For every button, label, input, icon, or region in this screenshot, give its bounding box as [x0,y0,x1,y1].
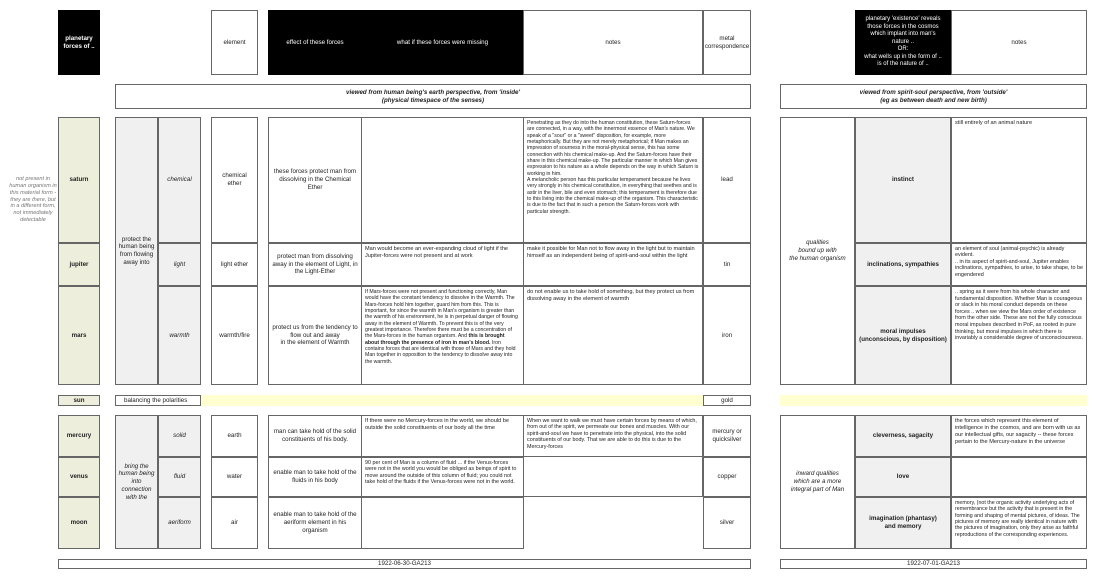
upper-qualities-label: qualities bound up with the human organism [780,117,855,385]
missing-mars-part-b: this is brought about through the presence of iron in man's blood. [365,333,505,346]
quality-saturn: instinct [855,117,951,243]
quality-mars: moral impulses (unconscious, by disposition) [855,286,951,385]
earth-perspective-sub: (physical timespace of the senses) [381,96,485,104]
sun-label: balancing the polarities [115,395,201,406]
quality-moon: imagination (phantasy) and memory [855,497,951,549]
spirit-perspective-title: viewed from spirit-soul perspective, from 'outside' [859,88,1008,96]
header-metal: metal correspondence [703,10,751,75]
effect-saturn: these forces protect man from dissolving in the Chemical Ether [268,117,362,243]
missing-mars [361,286,524,385]
substance-jupiter: light [158,243,201,286]
planet-mars: mars [58,286,100,385]
metal-sun: gold [703,395,751,406]
metal-mars: iron [703,286,751,385]
effect-moon: enable man to take hold of the aeriform element in his organism [268,497,362,549]
missing-venus: 90 per cent of Man is a column of fluid ... if the Venus-forces were not in the world you would be obliged as beings of spirit to move around the outside of this column of fluid; you could not take hold of the fluids if the Venus-forces were not in the world. [361,457,524,497]
earth-perspective-title: viewed from human being's earth perspective, from 'inside' [346,88,520,96]
quality-jupiter: inclinations, sympathies [855,243,951,286]
lower-group-label: bring the human being into connection with the [115,415,158,549]
element-mercury: earth [211,415,258,457]
side-note: not present in human organism in this material form - they are there, but in a different form, not immediately detectable [9,175,57,224]
metal-jupiter: tin [703,243,751,286]
spirit-perspective-sub: (eg as between death and new birth) [880,96,987,104]
planet-moon: moon [58,497,100,549]
notes-mars: do not enable us to take hold of something, but they protect us from dissolving away in the element of warmth [523,286,703,385]
spirit-perspective-banner [780,84,1087,109]
footer-reference-left: 1922-06-30-GA213 [58,559,751,569]
substance-saturn: chemical [158,117,201,243]
missing-jupiter: Man would become an ever-expanding cloud of light if the Jupiter-forces were not present and at work [361,243,524,286]
notes-mercury: When we want to walk we must have certain forces by means of which, from out of the spirit, we permeate our bones and muscles. With our spirit-and-soul we have to penetrate into the physical, into the solid constituents of our body. That we are able to do this is due to the Mercury-forces [523,415,703,457]
notes-moon [523,497,703,549]
note2-mars: .. spring as it were from his whole character and fundamental disposition. Whether Man is courageous or slack in his moral conduct depends on these forces .. when we view the Mars order of existence from the other side. These are not the fully conscious moral impulses described in PoF, as rooted in pure thinking, but moral impulses in which there is invariably a considerable degree of unconsciousness. [951,286,1087,385]
upper-group-label: protect the human being from flowing away into [115,117,158,385]
element-moon: air [211,497,258,549]
effect-mars: protect us from the tendency to flow out and away in the element of Warmth [268,286,362,385]
metal-venus: copper [703,457,751,497]
effect-mercury: man can take hold of the solid constituents of his body. [268,415,362,457]
header-notes-2: notes [951,10,1087,75]
missing-mercury: If there were no Mercury-forces in the world, we should be outside the solid constituents of our body all the time [361,415,524,457]
planet-jupiter: jupiter [58,243,100,286]
header-planetary-forces: planetary forces of .. [58,10,100,75]
planet-sun: sun [58,395,100,406]
element-saturn: chemical ether [211,117,258,243]
missing-moon [361,497,524,549]
metal-moon: silver [703,497,751,549]
header-missing: what if these forces were missing [361,10,524,75]
header-element: element [211,10,258,75]
note2-saturn: still entirely of an animal nature [951,117,1087,243]
planet-mercury: mercury [58,415,100,457]
missing-mars-part-c: Iron contains forces that are identical with those of Mars and they hold Man together in opposition to the tendency to dissolve away into the warmth. [365,339,516,365]
header-notes: notes [523,10,703,75]
substance-mars: warmth [158,286,201,385]
missing-mars-part-a: If Mars-forces were not present and functioning correctly, Man would have the constant tendency to dissolve in the Warmth. The Mars-forces hold him together, guard him from this. This is important, for since the warmth in Man's organism is greater than the warmth of his environment, he is in perpetual danger of flowing away in the element of Warmth. To prevent this is of the very greatest importance. Therefore there must be a concentration of the Mars-forces in the human organism. And [365,289,518,340]
element-mars: warmth/fire [211,286,258,385]
substance-moon: aeriform [158,497,201,549]
lower-qualities-label: inward qualities which are a more integral part of Man [780,415,855,549]
substance-venus: fluid [158,457,201,497]
sun-band-right [780,395,1087,406]
note2-moon: memory, (not the organic activity underlying acts of remembrance but the activity that is present in the forming and shaping of mental pictures, of ideas. The pictures of memory are really identical in nature with the pictures of imagination, only they arise as faithful reproductions of the corresponding experiences. [951,497,1087,549]
quality-mercury: cleverness, sagacity [855,415,951,457]
substance-mercury: solid [158,415,201,457]
metal-saturn: lead [703,117,751,243]
header-effect: effect of these forces [268,10,362,75]
note2-venus [951,457,1087,497]
missing-saturn [361,117,524,243]
header-existence: planetary 'existence' reveals those forces in the cosmos which implant into man's nature .. OR: what wells up in the form of .. is of the nature of .. [855,10,951,75]
notes-venus [523,457,703,497]
element-venus: water [211,457,258,497]
note2-mercury: the forces which represent this element of intelligence in the cosmos, and are born with us as our intellectual gifts, our sagacity -- these forces pertain to the Mercury-nature in the universe [951,415,1087,457]
note2-jupiter: an element of soul (animal-psychic) is already evident. .. in its aspect of spirit-and-soul, Jupiter enables inclinations, sympathies, to arise, to take shape, to be engendered [951,243,1087,286]
planet-venus: venus [58,457,100,497]
effect-venus: enable man to take hold of the fluids in his body [268,457,362,497]
notes-jupiter: make it possible for Man not to flow away in the light but to maintain himself as an independent being of spirit-and-soul within the light [523,243,703,286]
notes-saturn: Penetrating as they do into the human constitution, these Saturn-forces are connected, in a way, with the innermost essence of Man's nature. We speak of a "sour" or a "sweet" disposition, for example, more metaphorically. But they are not merely metaphorical; if Man makes an impression of sourness in the moral-physical sense, this has some connection with his chemical make-up. And the Saturn-forces have their share in this chemical make-up. The particular manner in which Man gives expression to his nature as a whole depends on the way in which Saturn is working in him. A melancholic person has this particular temperament because he lives very strongly in his chemical constitution, in everything that seethes and is astir in the liver, bile and even stomach; this temperament is therefore due to this living into the chemical make-up of the organism. This characteristic is due to the fact that in such a person the Saturn-forces work with particular strength. [523,117,703,243]
effect-jupiter: protect man from dissolving away in the element of Light, in the Light-Ether [268,243,362,286]
footer-reference-right: 1922-07-01-GA213 [780,559,1087,569]
sun-band [201,395,703,406]
earth-perspective-banner [115,84,751,109]
metal-mercury: mercury or quicksilver [703,415,751,457]
planet-saturn: saturn [58,117,100,243]
quality-venus: love [855,457,951,497]
element-jupiter: light ether [211,243,258,286]
